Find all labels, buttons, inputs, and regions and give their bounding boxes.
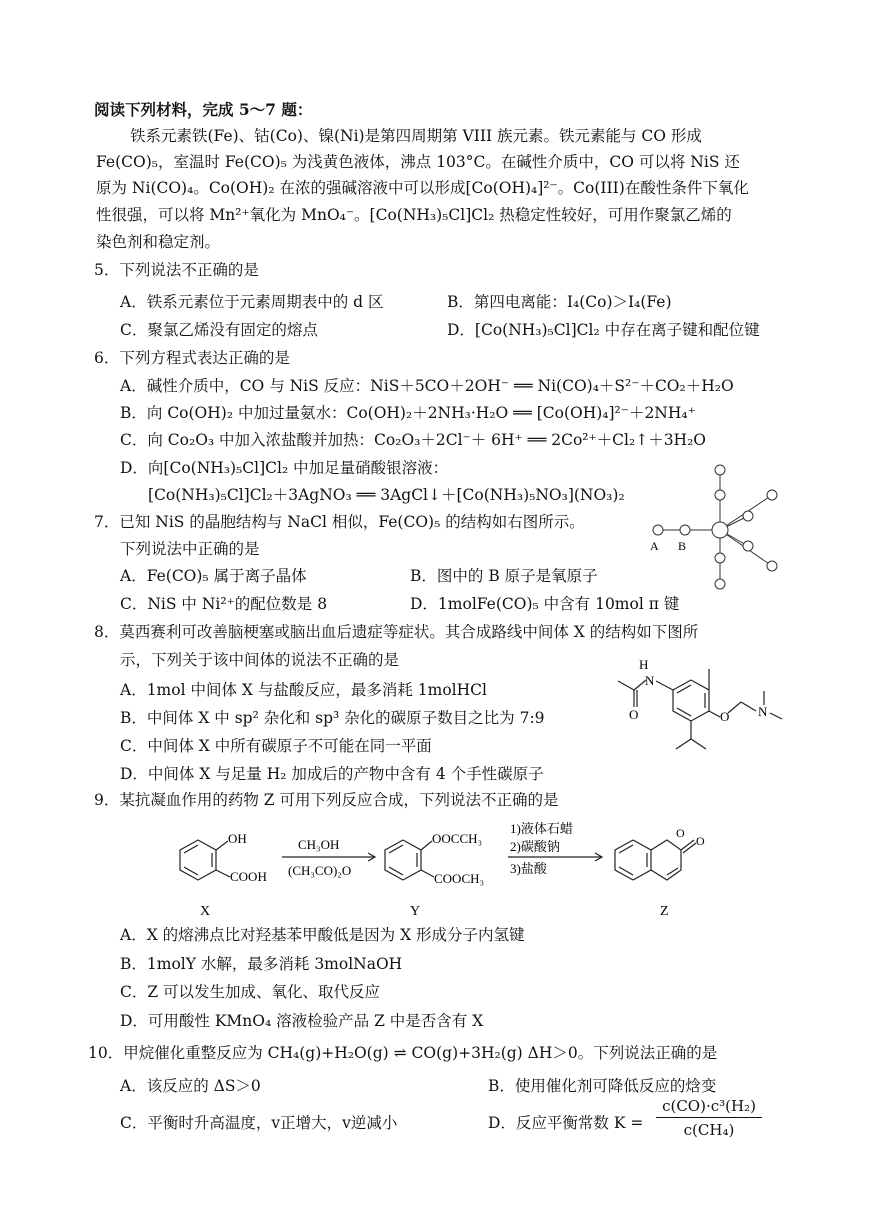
z-carbonyl-o-label: O bbox=[696, 834, 705, 848]
q5-option-d: D．[Co(NH₃)₅Cl]Cl₂ 中存在离子键和配位键 bbox=[447, 321, 760, 339]
q6-option-d-line1: D．向[Co(NH₃)₅Cl]Cl₂ 中加足量硝酸银溶液： bbox=[120, 459, 449, 477]
q9-option-d: D．可用酸性 KMnO₄ 溶液检验产品 Z 中是否含有 X bbox=[120, 1012, 484, 1030]
carbon-atom bbox=[715, 553, 725, 563]
amine-n-label: N bbox=[758, 704, 768, 719]
arrow2-step1-label: 1)液体石蜡 bbox=[510, 821, 573, 836]
q10-option-d-prefix: D．反应平衡常数 K = bbox=[488, 1114, 644, 1132]
q8-option-b: B．中间体 X 中 sp² 杂化和 sp³ 杂化的碳原子数目之比为 7:9 bbox=[120, 709, 545, 727]
q9-option-b: B．1molY 水解，最多消耗 3molNaOH bbox=[120, 955, 403, 973]
q8-stem-line2: 示，下列关于该中间体的说法不正确的是 bbox=[120, 651, 400, 669]
q9-stem: 9．某抗凝血作用的药物 Z 可用下列反应合成，下列说法不正确的是 bbox=[94, 791, 559, 809]
q6-option-a: A．碱性介质中，CO 与 NiS 反应：NiS＋5CO＋2OH⁻ ══ Ni(CO)₄＋S²⁻＋CO₂＋H₂O bbox=[120, 377, 734, 395]
q8-option-c: C．中间体 X 中所有碳原子不可能在同一平面 bbox=[120, 737, 432, 755]
q6-option-c: C．向 Co₂O₃ 中加入浓盐酸并加热：Co₂O₃＋2Cl⁻＋ 6H⁺ ══ 2Co²⁺＋Cl₂↑＋3H₂O bbox=[120, 431, 706, 449]
passage-line-3: 原为 Ni(CO)₄。Co(OH)₂ 在浓的强碱溶液中可以形成[Co(OH)₄]²⁻。Co(III)在酸性条件下氧化 bbox=[96, 179, 749, 197]
x-benzene-ring bbox=[180, 840, 216, 880]
fe-co5-structure-figure bbox=[640, 460, 790, 590]
equilibrium-constant-fraction bbox=[656, 1097, 762, 1139]
carbon-atom bbox=[715, 490, 725, 500]
q8-option-a: A．1mol 中间体 X 与盐酸反应，最多消耗 1molHCl bbox=[120, 681, 487, 699]
q8-option-d: D．中间体 X 与足量 H₂ 加成后的产物中含有 4 个手性碳原子 bbox=[120, 765, 544, 783]
intermediate-x-structure-figure bbox=[598, 655, 788, 770]
z-benzene-ring bbox=[615, 840, 651, 880]
oxygen-atom bbox=[767, 490, 777, 500]
passage-line-2: Fe(CO)₅，室温时 Fe(CO)₅ 为浅黄色液体，沸点 103°C。在碱性介质中，CO 可以将 NiS 还 bbox=[96, 153, 740, 171]
y-top-label: OOCCH₃ bbox=[432, 831, 483, 846]
fe-atom bbox=[712, 522, 728, 538]
ether-o-label: O bbox=[720, 709, 730, 724]
y-benzene-ring bbox=[385, 840, 421, 880]
q8-stem-line1: 8．莫西赛利可改善脑梗塞或脑出血后遗症等症状。其合成路线中间体 X 的结构如下图所 bbox=[94, 623, 699, 641]
atom-b bbox=[680, 525, 690, 535]
nh-n-label: N bbox=[645, 673, 655, 688]
section-header: 阅读下列材料，完成 5～7 题： bbox=[94, 100, 313, 119]
arrow1-bottom-label: (CH₃CO)₂O bbox=[288, 863, 352, 878]
q7-option-b: B．图中的 B 原子是氧原子 bbox=[410, 567, 598, 585]
q10-option-c: C．平衡时升高温度，v正增大，v逆减小 bbox=[120, 1114, 398, 1132]
q6-option-d-line2: [Co(NH₃)₅Cl]Cl₂＋3AgNO₃ ══ 3AgCl↓＋[Co(NH₃)₅NO₃](NO₃)₂ bbox=[148, 486, 625, 504]
compound-x-label: X bbox=[200, 904, 211, 919]
arrow1-top-label: CH₃OH bbox=[298, 837, 340, 852]
fraction-numerator: c(CO)·c³(H₂) bbox=[656, 1097, 762, 1118]
x-oh-label: OH bbox=[228, 831, 247, 846]
passage-line-1: 铁系元素铁(Fe)、钴(Co)、镍(Ni)是第四周期第 VIII 族元素。铁元素能与 CO 形成 bbox=[130, 127, 702, 145]
compound-y-label: Y bbox=[410, 904, 421, 919]
oxygen-atom bbox=[715, 465, 725, 475]
atom-a bbox=[653, 525, 663, 535]
q5-stem: 5．下列说法不正确的是 bbox=[94, 261, 259, 279]
carbonyl-o-label: O bbox=[629, 707, 639, 722]
q5-option-a: A．铁系元素位于元素周期表中的 d 区 bbox=[120, 293, 384, 311]
passage-line-4: 性很强，可以将 Mn²⁺氧化为 MnO₄⁻。[Co(NH₃)₅Cl]Cl₂ 热稳定性较好，可用作聚氯乙烯的 bbox=[96, 206, 732, 224]
q9-option-a: A．X 的熔沸点比对羟基苯甲酸低是因为 X 形成分子内氢键 bbox=[120, 926, 525, 944]
carbon-atom bbox=[743, 541, 753, 551]
y-bottom-label: COOCH₃ bbox=[434, 871, 485, 886]
atom-a-label: A bbox=[650, 539, 659, 553]
x-cooh-label: COOH bbox=[230, 869, 267, 884]
carbon-atom bbox=[743, 511, 753, 521]
q6-stem: 6．下列方程式表达正确的是 bbox=[94, 349, 290, 367]
fraction-denominator: c(CH₄) bbox=[683, 1121, 735, 1139]
q7-option-c: C．NiS 中 Ni²⁺的配位数是 8 bbox=[120, 595, 328, 613]
compound-z-label: Z bbox=[660, 904, 669, 919]
oxygen-atom bbox=[715, 579, 725, 589]
arrow2-step3-label: 3)盐酸 bbox=[510, 861, 547, 876]
q10-option-b: B．使用催化剂可降低反应的焓变 bbox=[488, 1077, 717, 1095]
arrow2-step2-label: 2)碳酸钠 bbox=[510, 839, 560, 854]
q5-option-b: B．第四电离能：I₄(Co)＞I₄(Fe) bbox=[447, 293, 672, 311]
q10-stem: 10．甲烷催化重整反应为 CH₄(g)+H₂O(g) ⇌ CO(g)+3H₂(g) ΔH＞0。下列说法正确的是 bbox=[88, 1044, 718, 1062]
passage-line-5: 染色剂和稳定剂。 bbox=[96, 233, 221, 251]
nh-h-label: H bbox=[639, 657, 649, 672]
q9-option-c: C．Z 可以发生加成、氧化、取代反应 bbox=[120, 983, 381, 1001]
q7-option-d: D．1molFe(CO)₅ 中含有 10mol π 键 bbox=[410, 595, 680, 613]
q10-option-a: A．该反应的 ΔS＞0 bbox=[120, 1077, 261, 1095]
q7-stem-line2: 下列说法中正确的是 bbox=[120, 540, 260, 558]
q5-option-c: C．聚氯乙烯没有固定的熔点 bbox=[120, 321, 318, 339]
reaction-scheme-figure bbox=[170, 815, 730, 925]
oxygen-atom bbox=[767, 561, 777, 571]
z-ring-o-label: O bbox=[676, 826, 685, 840]
q6-option-b: B．向 Co(OH)₂ 中加过量氨水：Co(OH)₂＋2NH₃·H₂O ══ [Co(OH)₄]²⁻＋2NH₄⁺ bbox=[120, 404, 696, 422]
q7-option-a: A．Fe(CO)₅ 属于离子晶体 bbox=[120, 567, 307, 585]
atom-b-label: B bbox=[678, 539, 687, 553]
q7-stem-line1: 7．已知 NiS 的晶胞结构与 NaCl 相似，Fe(CO)₅ 的结构如右图所示。 bbox=[94, 513, 585, 531]
